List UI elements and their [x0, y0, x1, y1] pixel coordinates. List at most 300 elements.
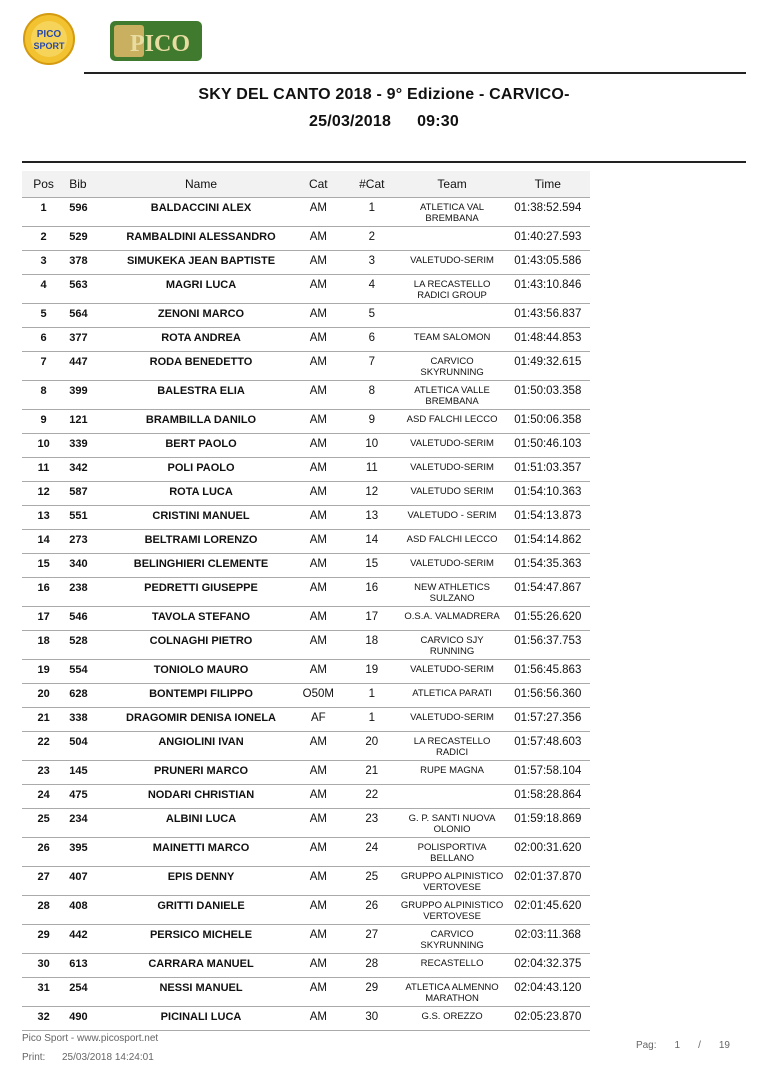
row-category-rank-cell: [345, 304, 399, 328]
row-athlete-name: PRUNERI MARCO: [153, 765, 249, 777]
row-athlete-name: NESSI MANUEL: [159, 982, 243, 994]
row-category-cell: [292, 954, 346, 978]
row-bib-cell: [65, 328, 110, 352]
row-time: 01:54:35.363: [514, 558, 582, 570]
row-category-rank-cell: [345, 1007, 399, 1031]
row-pos-cell: [22, 660, 65, 684]
row-athlete-name: EPIS DENNY: [167, 871, 235, 883]
row-category-cell: [292, 352, 346, 381]
row-category: O50M: [302, 688, 334, 700]
row-category-rank: 14: [365, 534, 379, 546]
row-bib-cell: [65, 198, 110, 227]
row-category-rank: 13: [365, 510, 379, 522]
row-athlete-name-cell: [110, 458, 291, 482]
row-pos: 22: [37, 736, 50, 748]
row-bib-cell: [65, 660, 110, 684]
row-bib-cell: [65, 954, 110, 978]
column-header-pos: Pos: [22, 171, 65, 198]
row-bib: 564: [69, 308, 88, 320]
row-athlete-name: CRISTINI MANUEL: [152, 510, 250, 522]
row-pos-cell: [22, 838, 65, 867]
row-pos-cell: [22, 578, 65, 607]
row-category-cell: [292, 381, 346, 410]
row-pos: 30: [37, 958, 50, 970]
row-athlete-name-cell: [110, 631, 291, 660]
row-pos: 20: [37, 688, 50, 700]
row-athlete-name-cell: [110, 732, 291, 761]
row-team: LA RECASTELLO RADICI: [413, 736, 491, 758]
row-category: AM: [309, 664, 327, 676]
row-team-cell: [399, 838, 506, 867]
row-category-cell: [292, 251, 346, 275]
row-category-rank: 15: [365, 558, 379, 570]
row-category-cell: [292, 578, 346, 607]
row-team: VALETUDO-SERIM: [410, 438, 494, 449]
table-row: [22, 838, 590, 867]
row-category-rank-cell: [345, 410, 399, 434]
row-athlete-name: ALBINI LUCA: [165, 813, 237, 825]
row-athlete-name: RAMBALDINI ALESSANDRO: [126, 231, 276, 243]
row-bib: 554: [69, 664, 88, 676]
row-bib: 340: [69, 558, 88, 570]
row-athlete-name-cell: [110, 954, 291, 978]
row-pos: 19: [37, 664, 50, 676]
page-current: 1: [674, 1040, 681, 1051]
row-pos-cell: [22, 925, 65, 954]
row-category: AM: [309, 929, 327, 941]
row-bib-cell: [65, 304, 110, 328]
row-pos: 9: [40, 414, 47, 426]
row-time-cell: [506, 251, 590, 275]
row-category-cell: [292, 838, 346, 867]
row-athlete-name: ROTA LUCA: [169, 486, 233, 498]
row-team-cell: [399, 732, 506, 761]
row-category-rank: 19: [365, 664, 379, 676]
row-athlete-name-cell: [110, 761, 291, 785]
row-category: AM: [309, 1011, 327, 1023]
row-athlete-name-cell: [110, 352, 291, 381]
row-time-cell: [506, 328, 590, 352]
row-category-cell: [292, 530, 346, 554]
row-team: [399, 304, 506, 308]
row-athlete-name-cell: [110, 838, 291, 867]
row-pos: 2: [40, 231, 47, 243]
row-pos: 4: [40, 279, 47, 291]
row-bib: 407: [69, 871, 88, 883]
row-time-cell: [506, 554, 590, 578]
row-category-rank-cell: [345, 925, 399, 954]
row-category: AM: [309, 789, 327, 801]
row-category-rank-cell: [345, 554, 399, 578]
row-pos-cell: [22, 506, 65, 530]
row-athlete-name-cell: [110, 275, 291, 304]
row-category-cell: [292, 761, 346, 785]
row-athlete-name-cell: [110, 660, 291, 684]
row-time-cell: [506, 1007, 590, 1031]
row-category: AM: [309, 635, 327, 647]
row-category-cell: [292, 227, 346, 251]
header-divider-bottom: [22, 161, 746, 163]
row-pos: 1: [40, 202, 47, 214]
row-bib-cell: [65, 275, 110, 304]
row-pos: 29: [37, 929, 50, 941]
row-team-cell: [399, 954, 506, 978]
row-team-cell: [399, 925, 506, 954]
row-bib: 121: [69, 414, 88, 426]
row-time: 01:54:13.873: [514, 510, 582, 522]
row-pos-cell: [22, 554, 65, 578]
row-time-cell: [506, 578, 590, 607]
row-team: VALETUDO-SERIM: [410, 558, 494, 569]
svg-text:PICO: PICO: [36, 29, 62, 40]
row-category-rank-cell: [345, 434, 399, 458]
row-team: ATLETICA PARATI: [412, 688, 492, 699]
row-bib: 628: [69, 688, 88, 700]
row-team: ASD FALCHI LECCO: [406, 414, 498, 425]
row-team-cell: [399, 896, 506, 925]
row-category: AM: [309, 202, 327, 214]
row-time-cell: [506, 954, 590, 978]
row-category-rank: 25: [365, 871, 379, 883]
row-athlete-name-cell: [110, 434, 291, 458]
row-category-rank: 10: [365, 438, 379, 450]
row-category-rank: 6: [368, 332, 376, 344]
row-team: POLISPORTIVA BELLANO: [417, 842, 487, 864]
row-category: AM: [309, 982, 327, 994]
row-bib: 529: [69, 231, 88, 243]
row-team: NEW ATHLETICS SULZANO: [414, 582, 490, 604]
row-bib-cell: [65, 410, 110, 434]
row-category-rank: 18: [365, 635, 379, 647]
row-category: AF: [310, 712, 326, 724]
row-bib-cell: [65, 578, 110, 607]
row-bib: 475: [69, 789, 88, 801]
row-bib-cell: [65, 458, 110, 482]
row-time: 01:57:27.356: [514, 712, 582, 724]
row-bib-cell: [65, 732, 110, 761]
row-pos: 11: [37, 462, 50, 474]
row-time-cell: [506, 809, 590, 838]
row-pos-cell: [22, 328, 65, 352]
row-athlete-name-cell: [110, 251, 291, 275]
row-bib: 378: [69, 255, 88, 267]
row-time: 01:38:52.594: [514, 202, 582, 214]
row-pos: 28: [37, 900, 50, 912]
pico-sport-logo: [22, 12, 76, 66]
row-time-cell: [506, 785, 590, 809]
row-pos-cell: [22, 458, 65, 482]
row-time: 01:56:56.360: [514, 688, 582, 700]
row-time-cell: [506, 684, 590, 708]
row-pos-cell: [22, 227, 65, 251]
row-athlete-name: BELINGHIERI CLEMENTE: [133, 558, 269, 570]
table-row: [22, 328, 590, 352]
row-category-rank: 17: [365, 611, 379, 623]
row-category-rank-cell: [345, 328, 399, 352]
row-bib-cell: [65, 607, 110, 631]
event-datetime: [110, 113, 658, 131]
row-bib-cell: [65, 1007, 110, 1031]
pico-event-logo: [108, 18, 204, 64]
row-bib: 490: [69, 1011, 88, 1023]
row-category-cell: [292, 732, 346, 761]
row-team: ATLETICA VAL BREMBANA: [420, 202, 485, 224]
row-time-cell: [506, 275, 590, 304]
page-separator: /: [698, 1040, 701, 1051]
row-athlete-name: POLI PAOLO: [167, 462, 235, 474]
row-bib-cell: [65, 867, 110, 896]
page-indicator: [636, 1040, 730, 1051]
row-category: AM: [309, 611, 327, 623]
row-team: GRUPPO ALPINISTICO VERTOVESE: [400, 900, 504, 922]
row-time: 01:50:03.358: [514, 385, 582, 397]
row-athlete-name: BALDACCINI ALEX: [150, 202, 252, 214]
row-time: 01:57:48.603: [514, 736, 582, 748]
row-time: 01:55:26.620: [514, 611, 582, 623]
row-athlete-name-cell: [110, 328, 291, 352]
row-bib: 613: [69, 958, 88, 970]
row-pos: 13: [37, 510, 50, 522]
table-row: [22, 554, 590, 578]
row-category: AM: [309, 958, 327, 970]
row-team-cell: [399, 607, 506, 631]
row-bib: 528: [69, 635, 88, 647]
row-pos-cell: [22, 482, 65, 506]
column-header-bib: Bib: [65, 171, 110, 198]
row-athlete-name: TAVOLA STEFANO: [151, 611, 251, 623]
row-athlete-name-cell: [110, 554, 291, 578]
table-row: [22, 275, 590, 304]
row-category-cell: [292, 506, 346, 530]
row-team-cell: [399, 684, 506, 708]
row-bib: 273: [69, 534, 88, 546]
row-team: CARVICO SKYRUNNING: [420, 929, 484, 951]
row-category-cell: [292, 684, 346, 708]
row-team: [399, 227, 506, 231]
row-team: TEAM SALOMON: [413, 332, 491, 343]
page-total: 19: [718, 1040, 730, 1051]
row-bib: 546: [69, 611, 88, 623]
row-pos: 23: [37, 765, 50, 777]
row-time: 01:48:44.853: [514, 332, 582, 344]
event-date: 25/03/2018: [309, 113, 392, 130]
row-bib: 338: [69, 712, 88, 724]
row-athlete-name: ANGIOLINI IVAN: [158, 736, 244, 748]
row-team: CARVICO SKYRUNNING: [420, 356, 484, 378]
row-bib: 447: [69, 356, 88, 368]
row-time-cell: [506, 434, 590, 458]
row-bib-cell: [65, 761, 110, 785]
row-time-cell: [506, 732, 590, 761]
row-athlete-name: TONIOLO MAURO: [153, 664, 249, 676]
row-team: VALETUDO - SERIM: [407, 510, 497, 521]
row-category-rank-cell: [345, 761, 399, 785]
row-pos: 16: [37, 582, 50, 594]
table-row: [22, 684, 590, 708]
row-pos: 31: [37, 982, 50, 994]
row-category: AM: [309, 462, 327, 474]
row-team-cell: [399, 458, 506, 482]
row-athlete-name-cell: [110, 227, 291, 251]
row-category-rank-cell: [345, 198, 399, 227]
row-time-cell: [506, 896, 590, 925]
row-bib-cell: [65, 381, 110, 410]
row-category-rank-cell: [345, 275, 399, 304]
row-athlete-name-cell: [110, 381, 291, 410]
column-header-cat-rank: #Cat: [345, 171, 399, 198]
row-team-cell: [399, 410, 506, 434]
row-time-cell: [506, 660, 590, 684]
row-pos: 32: [37, 1011, 50, 1023]
event-title: SKY DEL CANTO 2018 - 9° Edizione - CARVICO-: [198, 86, 570, 103]
row-pos: 8: [40, 385, 47, 397]
row-bib-cell: [65, 554, 110, 578]
row-pos: 15: [37, 558, 50, 570]
row-category-rank: 22: [365, 789, 379, 801]
row-team-cell: [399, 761, 506, 785]
row-pos: 6: [40, 332, 47, 344]
row-bib: 254: [69, 982, 88, 994]
row-time: 01:58:28.864: [514, 789, 582, 801]
row-team-cell: [399, 978, 506, 1007]
row-team-cell: [399, 660, 506, 684]
row-bib-cell: [65, 434, 110, 458]
row-time: 01:50:06.358: [514, 414, 582, 426]
row-team-cell: [399, 785, 506, 809]
table-row: [22, 954, 590, 978]
row-bib: 342: [69, 462, 88, 474]
row-time-cell: [506, 631, 590, 660]
row-category-rank: 1: [368, 202, 376, 214]
row-team-cell: [399, 328, 506, 352]
row-athlete-name: ROTA ANDREA: [161, 332, 241, 344]
row-team-cell: [399, 506, 506, 530]
row-category-cell: [292, 1007, 346, 1031]
row-category-cell: [292, 434, 346, 458]
row-category-rank: 1: [368, 688, 376, 700]
row-category-rank: 1: [368, 712, 376, 724]
row-pos: 21: [37, 712, 50, 724]
row-bib-cell: [65, 785, 110, 809]
row-team: ATLETICA VALLE BREMBANA: [414, 385, 490, 407]
row-time-cell: [506, 978, 590, 1007]
row-category-rank-cell: [345, 506, 399, 530]
row-time-cell: [506, 506, 590, 530]
row-time: 01:43:10.846: [514, 279, 582, 291]
row-time: 02:01:45.620: [514, 900, 582, 912]
row-category: AM: [309, 356, 327, 368]
row-bib-cell: [65, 482, 110, 506]
row-category-cell: [292, 482, 346, 506]
row-team: CARVICO SJY RUNNING: [420, 635, 484, 657]
table-row: [22, 352, 590, 381]
row-athlete-name-cell: [110, 304, 291, 328]
row-team: VALETUDO-SERIM: [410, 664, 494, 675]
table-row: [22, 607, 590, 631]
row-athlete-name-cell: [110, 530, 291, 554]
row-category-rank: 24: [365, 842, 379, 854]
row-time: 01:59:18.869: [514, 813, 582, 825]
row-athlete-name-cell: [110, 978, 291, 1007]
table-row: [22, 434, 590, 458]
row-pos: 5: [40, 308, 47, 320]
print-timestamp: 25/03/2018 14:24:01: [62, 1052, 154, 1063]
footer-print: [22, 1052, 154, 1063]
row-team: RECASTELLO: [420, 958, 484, 969]
row-athlete-name-cell: [110, 482, 291, 506]
row-team: LA RECASTELLO RADICI GROUP: [413, 279, 491, 301]
row-athlete-name: SIMUKEKA JEAN BAPTISTE: [126, 255, 276, 267]
row-team-cell: [399, 530, 506, 554]
row-category-rank: 4: [368, 279, 376, 291]
table-row: [22, 867, 590, 896]
row-time-cell: [506, 304, 590, 328]
row-category-rank-cell: [345, 251, 399, 275]
table-row: [22, 896, 590, 925]
row-athlete-name: MAINETTI MARCO: [152, 842, 250, 854]
table-row: [22, 978, 590, 1007]
table-row: [22, 458, 590, 482]
row-athlete-name: CARRARA MANUEL: [148, 958, 254, 970]
row-category-cell: [292, 809, 346, 838]
row-bib-cell: [65, 530, 110, 554]
row-category-rank: 27: [365, 929, 379, 941]
row-pos-cell: [22, 978, 65, 1007]
row-athlete-name: MAGRI LUCA: [165, 279, 237, 291]
row-team: GRUPPO ALPINISTICO VERTOVESE: [400, 871, 504, 893]
row-team-cell: [399, 554, 506, 578]
row-team: [399, 785, 506, 789]
svg-text:PICO: PICO: [130, 31, 190, 57]
table-header-row: [22, 171, 590, 198]
row-pos-cell: [22, 954, 65, 978]
row-bib-cell: [65, 978, 110, 1007]
row-athlete-name: DRAGOMIR DENISA IONELA: [126, 712, 276, 724]
table-row: [22, 530, 590, 554]
row-bib: 587: [69, 486, 88, 498]
row-pos-cell: [22, 1007, 65, 1031]
table-row: [22, 198, 590, 227]
row-time-cell: [506, 227, 590, 251]
row-pos-cell: [22, 896, 65, 925]
row-athlete-name: BALESTRA ELIA: [157, 385, 245, 397]
table-row: [22, 785, 590, 809]
row-pos: 17: [37, 611, 50, 623]
row-time: 02:01:37.870: [514, 871, 582, 883]
row-time: 02:00:31.620: [514, 842, 582, 854]
table-row: [22, 925, 590, 954]
row-pos: 12: [37, 486, 50, 498]
row-category-cell: [292, 328, 346, 352]
row-athlete-name-cell: [110, 809, 291, 838]
table-row: [22, 1007, 590, 1031]
row-category-cell: [292, 304, 346, 328]
row-category-rank-cell: [345, 631, 399, 660]
row-team-cell: [399, 381, 506, 410]
row-pos: 24: [37, 789, 50, 801]
table-row: [22, 631, 590, 660]
row-category-cell: [292, 978, 346, 1007]
row-pos-cell: [22, 607, 65, 631]
row-category-cell: [292, 785, 346, 809]
row-category-cell: [292, 867, 346, 896]
row-team: VALETUDO-SERIM: [410, 712, 494, 723]
row-bib: 238: [69, 582, 88, 594]
row-category-rank: 28: [365, 958, 379, 970]
row-category-cell: [292, 896, 346, 925]
row-category: AM: [309, 813, 327, 825]
row-bib: 563: [69, 279, 88, 291]
